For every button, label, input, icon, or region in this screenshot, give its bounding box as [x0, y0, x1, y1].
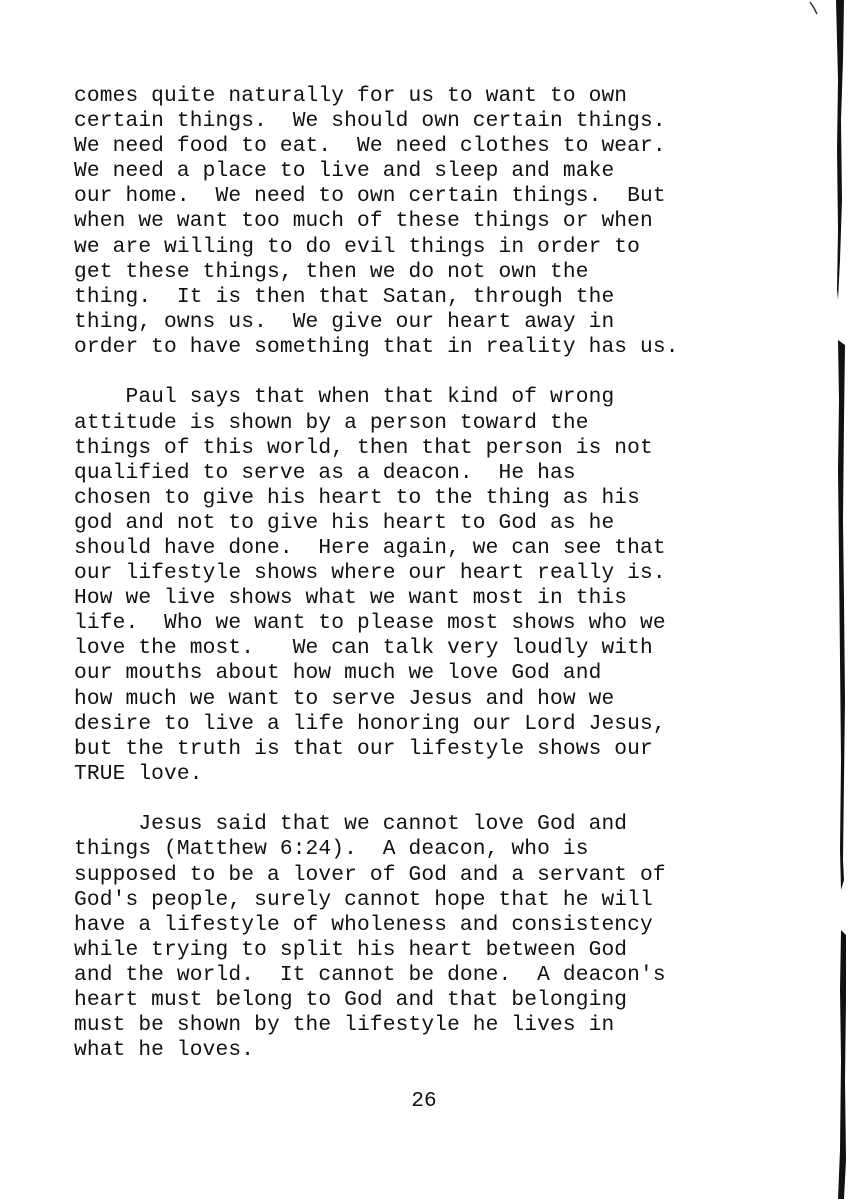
paragraph-3 — [74, 812, 794, 1063]
text-line: We need a place to live and sleep and make — [74, 159, 615, 184]
scan-binding-edge — [808, 0, 848, 1199]
body-text — [74, 84, 794, 1063]
text-line: qualified to serve as a deacon. He has — [74, 460, 576, 485]
text-line: certain things. We should own certain things. — [74, 109, 666, 134]
text-line: get these things, then we do not own the — [74, 259, 589, 284]
text-line: when we want too much of these things or when — [74, 209, 653, 234]
text-line: how much we want to serve Jesus and how we — [74, 686, 615, 711]
text-line: our mouths about how much we love God and — [74, 661, 602, 686]
text-line: How we live shows what we want most in this — [74, 586, 628, 611]
paragraph-gap — [74, 787, 794, 812]
paragraph-1 — [74, 84, 794, 360]
text-line: we are willing to do evil things in order to — [74, 234, 641, 259]
text-line: heart must belong to God and that belonging — [74, 987, 628, 1012]
text-line: chosen to give his heart to the thing as his — [74, 485, 641, 510]
text-line: and the world. It cannot be done. A deacon's — [74, 962, 666, 987]
page-number: 26 — [411, 1090, 437, 1113]
text-line: life. Who we want to please most shows who we — [74, 611, 666, 636]
text-line: God's people, surely cannot hope that he will — [74, 887, 653, 912]
text-line: things (Matthew 6:24). A deacon, who is — [74, 837, 589, 862]
text-line: god and not to give his heart to God as he — [74, 510, 615, 535]
text-line: have a lifestyle of wholeness and consistency — [74, 912, 653, 937]
text-line: must be shown by the lifestyle he lives in — [74, 1013, 615, 1038]
text-line: should have done. Here again, we can see that — [74, 535, 666, 560]
text-line: desire to live a life honoring our Lord Jesus, — [74, 711, 666, 736]
text-line: but the truth is that our lifestyle shows our — [74, 736, 653, 761]
text-line: love the most. We can talk very loudly with — [74, 636, 653, 661]
text-line: supposed to be a lover of God and a servant of — [74, 862, 666, 887]
text-line: comes quite naturally for us to want to own — [74, 84, 628, 108]
text-line: our home. We need to own certain things. But — [74, 184, 666, 209]
text-line: while trying to split his heart between God — [74, 937, 628, 962]
text-line: what he loves. — [74, 1038, 255, 1063]
paragraph-gap — [74, 360, 794, 385]
paragraph-2 — [74, 385, 794, 787]
text-line: Jesus said that we cannot love God and — [74, 812, 628, 837]
text-line: our lifestyle shows where our heart really is. — [74, 561, 666, 586]
text-line: thing. It is then that Satan, through the — [74, 284, 615, 309]
text-line: things of this world, then that person is not — [74, 435, 653, 460]
text-line: TRUE love. — [74, 761, 203, 786]
text-line: thing, owns us. We give our heart away in — [74, 309, 615, 334]
text-line: attitude is shown by a person toward the — [74, 410, 589, 435]
text-line: order to have something that in reality has us. — [74, 334, 679, 359]
text-line: We need food to eat. We need clothes to wear. — [74, 134, 666, 159]
text-line: Paul says that when that kind of wrong — [74, 385, 615, 410]
